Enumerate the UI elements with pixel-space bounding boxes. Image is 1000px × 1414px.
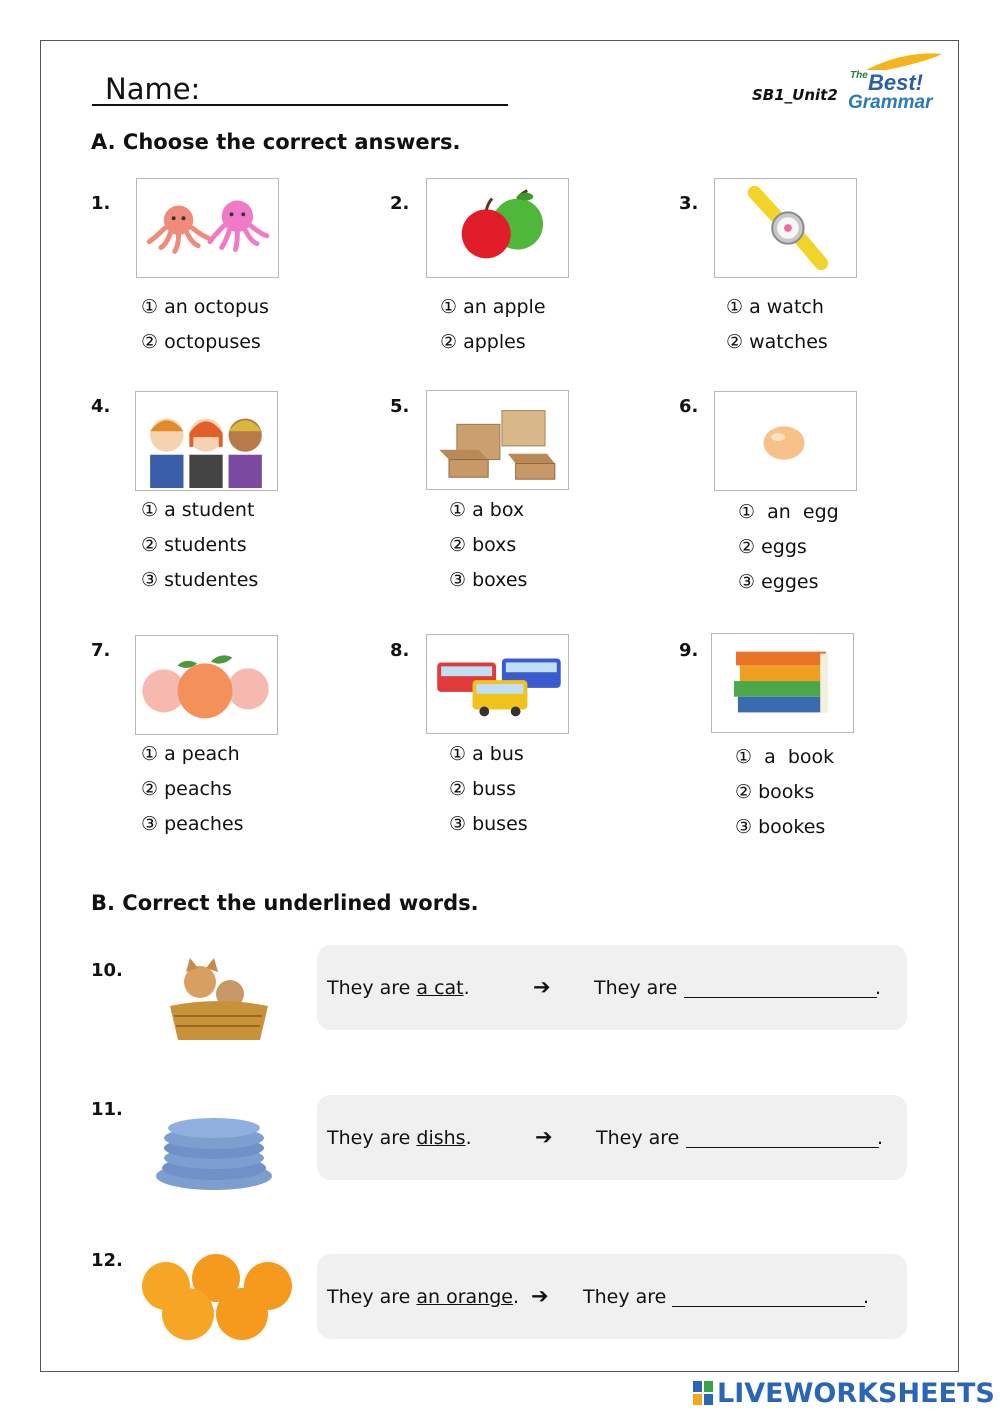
dishes-icon [152,1114,276,1194]
sentence-row [317,945,907,1030]
orange-icon [138,1252,296,1344]
section-b-heading: B. Correct the underlined words. [91,891,479,915]
liveworksheets-icon [692,1380,714,1406]
option[interactable]: ① a peach [141,743,240,765]
answer-input[interactable] [684,977,877,998]
answer-period: . [863,1286,870,1308]
liveworksheets-logo [692,1376,995,1410]
egg-icon [714,391,857,491]
option[interactable]: ② eggs [738,536,807,558]
option[interactable]: ① an octopus [141,296,269,318]
cat-icon [160,946,276,1042]
arrow-icon: ➔ [531,1284,549,1308]
option[interactable]: ① a watch [726,296,824,318]
svg-text:Grammar: Grammar [848,92,933,112]
option[interactable]: ③ buses [449,813,528,835]
option[interactable]: ① a student [141,499,255,521]
question-number: 6. [679,396,699,417]
option[interactable]: ① an egg [738,501,839,523]
unit-label: SB1_Unit2 [752,86,838,104]
answer-period: . [877,1127,884,1149]
bus-icon [426,634,569,734]
underlined-word: dishs [416,1127,466,1149]
apple-icon [426,178,569,278]
option[interactable]: ② students [141,534,247,556]
option[interactable]: ③ boxes [449,569,528,591]
option[interactable]: ② boxs [449,534,517,556]
best-grammar-logo [846,48,944,112]
question-number: 4. [91,396,111,417]
watch-icon [714,178,857,278]
option[interactable]: ③ studentes [141,569,259,591]
box-icon [426,390,569,490]
answer-input[interactable] [672,1286,865,1307]
original-sentence: They are an orange. [327,1286,520,1308]
answer-prefix: They are [594,977,678,999]
sentence-row [317,1095,907,1180]
svg-text:Best!: Best! [868,70,924,95]
question-number: 11. [91,1099,123,1120]
option[interactable]: ② octopuses [141,331,261,353]
liveworksheets-brand: LIVEWORKSHEETS [717,1377,995,1409]
question-number: 5. [390,396,410,417]
question-number: 3. [679,193,699,214]
underlined-word: a cat [416,977,464,999]
option[interactable]: ③ egges [738,571,819,593]
answer-input[interactable] [686,1127,879,1148]
answer-period: . [875,977,882,999]
sentence-row [317,1254,907,1339]
question-number: 7. [91,640,111,661]
arrow-icon: ➔ [535,1125,553,1149]
question-number: 2. [390,193,410,214]
option[interactable]: ② books [735,781,815,803]
option[interactable]: ② apples [440,331,526,353]
section-a-heading: A. Choose the correct answers. [91,130,461,154]
peach-icon [135,635,278,735]
question-number: 8. [390,640,410,661]
answer-prefix: They are [596,1127,680,1149]
student-icon [135,391,278,491]
original-sentence: They are dishs. [327,1127,472,1149]
option[interactable]: ① a book [735,746,835,768]
question-number: 9. [679,640,699,661]
name-label: Name: [105,72,201,106]
answer-prefix: They are [583,1286,667,1308]
option[interactable]: ③ bookes [735,816,826,838]
svg-text:The: The [850,70,868,81]
option[interactable]: ② watches [726,331,828,353]
octopus-icon [136,178,279,278]
option[interactable]: ① a bus [449,743,524,765]
arrow-icon: ➔ [533,975,551,999]
option[interactable]: ① a box [449,499,525,521]
option[interactable]: ① an apple [440,296,546,318]
original-sentence: They are a cat. [327,977,470,999]
question-number: 10. [91,960,123,981]
option[interactable]: ② buss [449,778,516,800]
question-number: 12. [91,1250,123,1271]
underlined-word: an orange [416,1286,513,1308]
book-icon [711,633,854,733]
option[interactable]: ② peachs [141,778,232,800]
question-number: 1. [91,193,111,214]
option[interactable]: ③ peaches [141,813,244,835]
